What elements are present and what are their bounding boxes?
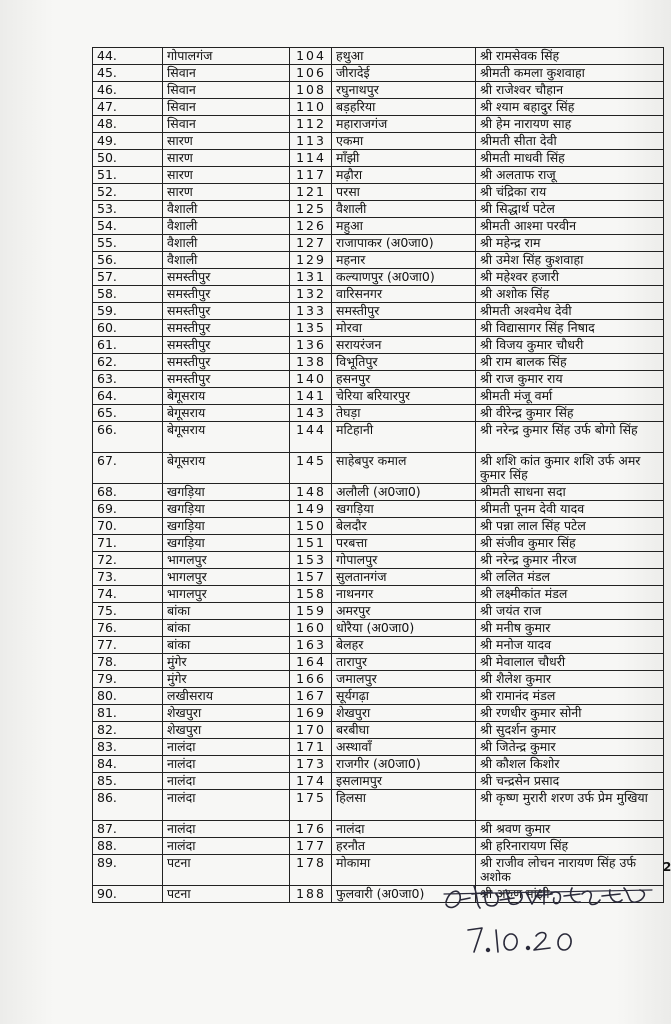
candidate-name-cell: श्रीमती अश्वमेध देवी — [476, 303, 664, 320]
serial-number-cell: 77. — [93, 637, 163, 654]
table-row — [93, 603, 664, 620]
table-row — [93, 654, 664, 671]
candidate-name-cell: श्री सुदर्शन कुमार — [476, 722, 664, 739]
serial-number-cell: 80. — [93, 688, 163, 705]
constituency-number-cell: 112 — [290, 116, 332, 133]
constituency-number-cell: 159 — [290, 603, 332, 620]
constituency-number-cell: 135 — [290, 320, 332, 337]
candidate-name-cell: श्री लक्ष्मीकांत मंडल — [476, 586, 664, 603]
serial-number-cell: 84. — [93, 756, 163, 773]
district-cell: सारण — [163, 167, 290, 184]
district-cell: वैशाली — [163, 235, 290, 252]
constituency-number-cell: 138 — [290, 354, 332, 371]
table-row — [93, 82, 664, 99]
district-cell: वैशाली — [163, 252, 290, 269]
district-cell: समस्तीपुर — [163, 303, 290, 320]
table-row — [93, 821, 664, 838]
table-row — [93, 354, 664, 371]
constituency-number-cell: 164 — [290, 654, 332, 671]
table-row — [93, 235, 664, 252]
constituency-number-cell: 133 — [290, 303, 332, 320]
district-cell: सिवान — [163, 82, 290, 99]
serial-number-cell: 67. — [93, 453, 163, 484]
candidate-name-cell: श्री विजय कुमार चौधरी — [476, 337, 664, 354]
candidate-name-cell: श्री अशोक सिंह — [476, 286, 664, 303]
serial-number-cell: 59. — [93, 303, 163, 320]
constituency-name-cell: कल्याणपुर (अ0जा0) — [332, 269, 476, 286]
constituency-name-cell: एकमा — [332, 133, 476, 150]
district-cell: मुंगेर — [163, 671, 290, 688]
constituency-name-cell: महाराजगंज — [332, 116, 476, 133]
candidate-name-cell: श्री विद्यासागर सिंह निषाद — [476, 320, 664, 337]
constituency-number-cell: 108 — [290, 82, 332, 99]
constituency-number-cell: 157 — [290, 569, 332, 586]
constituency-number-cell: 106 — [290, 65, 332, 82]
constituency-name-cell: अमरपुर — [332, 603, 476, 620]
candidate-name-cell: श्री रणधीर कुमार सोनी — [476, 705, 664, 722]
serial-number-cell: 50. — [93, 150, 163, 167]
candidate-name-cell: श्री संजीव कुमार सिंह — [476, 535, 664, 552]
candidate-name-cell: श्री उमेश सिंह कुशवाहा — [476, 252, 664, 269]
constituency-number-cell: 166 — [290, 671, 332, 688]
candidate-name-cell: श्रीमती कमला कुशवाहा — [476, 65, 664, 82]
constituency-number-cell: 126 — [290, 218, 332, 235]
constituency-name-cell: फुलवारी (अ0जा0) — [332, 886, 476, 903]
constituency-number-cell: 176 — [290, 821, 332, 838]
candidate-name-cell: श्री चन्द्रसेन प्रसाद — [476, 773, 664, 790]
district-cell: नालंदा — [163, 739, 290, 756]
constituency-number-cell: 167 — [290, 688, 332, 705]
district-cell: समस्तीपुर — [163, 320, 290, 337]
constituency-number-cell: 175 — [290, 790, 332, 821]
constituency-name-cell: सूर्यगढ़ा — [332, 688, 476, 705]
table-row — [93, 838, 664, 855]
district-cell: भागलपुर — [163, 586, 290, 603]
serial-number-cell: 46. — [93, 82, 163, 99]
table-row — [93, 620, 664, 637]
table-row — [93, 586, 664, 603]
constituency-name-cell: सुलतानगंज — [332, 569, 476, 586]
constituency-number-cell: 169 — [290, 705, 332, 722]
district-cell: नालंदा — [163, 773, 290, 790]
constituency-name-cell: साहेबपुर कमाल — [332, 453, 476, 484]
constituency-number-cell: 141 — [290, 388, 332, 405]
serial-number-cell: 55. — [93, 235, 163, 252]
district-cell: लखीसराय — [163, 688, 290, 705]
table-row — [93, 637, 664, 654]
serial-number-cell: 53. — [93, 201, 163, 218]
constituency-name-cell: गोपालपुर — [332, 552, 476, 569]
district-cell: बेगूसराय — [163, 453, 290, 484]
constituency-number-cell: 143 — [290, 405, 332, 422]
table-row — [93, 150, 664, 167]
table-row — [93, 405, 664, 422]
candidate-name-cell: श्री रामानंद मंडल — [476, 688, 664, 705]
candidate-name-cell: श्री श्रवण कुमार — [476, 821, 664, 838]
constituency-name-cell: जमालपुर — [332, 671, 476, 688]
district-cell: वैशाली — [163, 201, 290, 218]
constituency-name-cell: खगड़िया — [332, 501, 476, 518]
serial-number-cell: 44. — [93, 48, 163, 65]
candidate-name-cell: श्री अलताफ राजू — [476, 167, 664, 184]
serial-number-cell: 74. — [93, 586, 163, 603]
table-row — [93, 167, 664, 184]
candidate-name-cell: श्री पन्ना लाल सिंह पटेल — [476, 518, 664, 535]
constituency-name-cell: चेरिया बरियारपुर — [332, 388, 476, 405]
page-number: 2 — [663, 860, 671, 874]
constituency-name-cell: परसा — [332, 184, 476, 201]
constituency-name-cell: रघुनाथपुर — [332, 82, 476, 99]
constituency-number-cell: 104 — [290, 48, 332, 65]
serial-number-cell: 79. — [93, 671, 163, 688]
serial-number-cell: 48. — [93, 116, 163, 133]
constituency-name-cell: मटिहानी — [332, 422, 476, 453]
district-cell: सारण — [163, 150, 290, 167]
serial-number-cell: 47. — [93, 99, 163, 116]
district-cell: खगड़िया — [163, 518, 290, 535]
district-cell: शेखपुरा — [163, 705, 290, 722]
candidate-name-cell: श्री नरेन्द्र कुमार सिंह उर्फ बोगो सिंह — [476, 422, 664, 453]
constituency-number-cell: 151 — [290, 535, 332, 552]
candidate-name-cell: श्री कृष्ण मुरारी शरण उर्फ प्रेम मुखिया — [476, 790, 664, 821]
candidate-name-cell: श्री शशि कांत कुमार शशि उर्फ अमर कुमार सिंह — [476, 453, 664, 484]
constituency-name-cell: वैशाली — [332, 201, 476, 218]
serial-number-cell: 57. — [93, 269, 163, 286]
constituency-number-cell: 153 — [290, 552, 332, 569]
constituency-name-cell: मोकामा — [332, 855, 476, 886]
constituency-number-cell: 136 — [290, 337, 332, 354]
constituency-number-cell: 163 — [290, 637, 332, 654]
serial-number-cell: 65. — [93, 405, 163, 422]
candidate-name-cell: श्रीमती माधवी सिंह — [476, 150, 664, 167]
district-cell: बेगूसराय — [163, 388, 290, 405]
district-cell: गोपालगंज — [163, 48, 290, 65]
candidate-name-cell: श्री मेवालाल चौधरी — [476, 654, 664, 671]
candidate-name-cell: श्री वीरेन्द्र कुमार सिंह — [476, 405, 664, 422]
candidate-name-cell: श्री हेम नारायण साह — [476, 116, 664, 133]
constituency-number-cell: 177 — [290, 838, 332, 855]
district-cell: सारण — [163, 133, 290, 150]
district-cell: खगड़िया — [163, 535, 290, 552]
table-row — [93, 790, 664, 821]
serial-number-cell: 71. — [93, 535, 163, 552]
table-row — [93, 453, 664, 484]
constituency-number-cell: 188 — [290, 886, 332, 903]
table-row — [93, 484, 664, 501]
district-cell: बेगूसराय — [163, 422, 290, 453]
district-cell: नालंदा — [163, 790, 290, 821]
candidate-name-cell: श्री अरुण मांझी — [476, 886, 664, 903]
district-cell: भागलपुर — [163, 569, 290, 586]
serial-number-cell: 63. — [93, 371, 163, 388]
table-row — [93, 535, 664, 552]
table-row — [93, 739, 664, 756]
candidate-name-cell: श्री सिद्धार्थ पटेल — [476, 201, 664, 218]
constituency-number-cell: 150 — [290, 518, 332, 535]
candidate-name-cell: श्रीमती साधना सदा — [476, 484, 664, 501]
table-row — [93, 705, 664, 722]
table-row — [93, 371, 664, 388]
table-row — [93, 422, 664, 453]
candidate-name-cell: श्री हरिनारायण सिंह — [476, 838, 664, 855]
table-row — [93, 99, 664, 116]
constituency-name-cell: मोरवा — [332, 320, 476, 337]
district-cell: नालंदा — [163, 756, 290, 773]
constituency-name-cell: तेघड़ा — [332, 405, 476, 422]
table-row — [93, 773, 664, 790]
candidate-name-cell: श्री राजेश्वर चौहान — [476, 82, 664, 99]
district-cell: सारण — [163, 184, 290, 201]
serial-number-cell: 90. — [93, 886, 163, 903]
candidate-name-cell: श्री राजीव लोचन नारायण सिंह उर्फ अशोक — [476, 855, 664, 886]
district-cell: बांका — [163, 620, 290, 637]
constituency-number-cell: 114 — [290, 150, 332, 167]
serial-number-cell: 61. — [93, 337, 163, 354]
table-row — [93, 388, 664, 405]
table-row — [93, 184, 664, 201]
district-cell: बांका — [163, 637, 290, 654]
constituency-number-cell: 178 — [290, 855, 332, 886]
district-cell: पटना — [163, 886, 290, 903]
constituency-name-cell: विभूतिपुर — [332, 354, 476, 371]
table-row — [93, 552, 664, 569]
district-cell: सिवान — [163, 99, 290, 116]
candidate-name-cell: श्री मनोज यादव — [476, 637, 664, 654]
constituency-number-cell: 149 — [290, 501, 332, 518]
serial-number-cell: 73. — [93, 569, 163, 586]
serial-number-cell: 89. — [93, 855, 163, 886]
candidate-name-cell: श्री जयंत राज — [476, 603, 664, 620]
constituency-name-cell: अलौली (अ0जा0) — [332, 484, 476, 501]
serial-number-cell: 51. — [93, 167, 163, 184]
constituency-name-cell: बरबीघा — [332, 722, 476, 739]
constituency-name-cell: बेलहर — [332, 637, 476, 654]
constituency-name-cell: नालंदा — [332, 821, 476, 838]
district-cell: सिवान — [163, 65, 290, 82]
constituency-number-cell: 121 — [290, 184, 332, 201]
district-cell: समस्तीपुर — [163, 286, 290, 303]
constituency-name-cell: महुआ — [332, 218, 476, 235]
table-row — [93, 303, 664, 320]
serial-number-cell: 86. — [93, 790, 163, 821]
serial-number-cell: 76. — [93, 620, 163, 637]
table-row — [93, 48, 664, 65]
constituency-name-cell: हसनपुर — [332, 371, 476, 388]
candidate-name-cell: श्रीमती पूनम देवी यादव — [476, 501, 664, 518]
candidate-name-cell: श्री महेश्वर हजारी — [476, 269, 664, 286]
district-cell: समस्तीपुर — [163, 371, 290, 388]
district-cell: भागलपुर — [163, 552, 290, 569]
constituency-name-cell: परबत्ता — [332, 535, 476, 552]
constituency-name-cell: बेलदौर — [332, 518, 476, 535]
candidate-name-cell: श्री जितेन्द्र कुमार — [476, 739, 664, 756]
table-row — [93, 320, 664, 337]
constituency-number-cell: 125 — [290, 201, 332, 218]
district-cell: सिवान — [163, 116, 290, 133]
district-cell: खगड़िया — [163, 484, 290, 501]
constituency-name-cell: शेखपुरा — [332, 705, 476, 722]
constituency-name-cell: हरनौत — [332, 838, 476, 855]
constituency-number-cell: 127 — [290, 235, 332, 252]
table-row — [93, 286, 664, 303]
constituency-name-cell: बड़हरिया — [332, 99, 476, 116]
constituency-name-cell: राजगीर (अ0जा0) — [332, 756, 476, 773]
table-row — [93, 518, 664, 535]
serial-number-cell: 87. — [93, 821, 163, 838]
candidate-name-cell: श्री शैलेश कुमार — [476, 671, 664, 688]
constituency-number-cell: 132 — [290, 286, 332, 303]
constituency-number-cell: 145 — [290, 453, 332, 484]
constituency-number-cell: 160 — [290, 620, 332, 637]
constituency-name-cell: मढ़ौरा — [332, 167, 476, 184]
district-cell: खगड़िया — [163, 501, 290, 518]
serial-number-cell: 85. — [93, 773, 163, 790]
table-row — [93, 269, 664, 286]
constituency-number-cell: 173 — [290, 756, 332, 773]
district-cell: नालंदा — [163, 821, 290, 838]
table-row — [93, 65, 664, 82]
constituency-name-cell: हथुआ — [332, 48, 476, 65]
constituency-name-cell: माँझी — [332, 150, 476, 167]
constituency-number-cell: 110 — [290, 99, 332, 116]
table-row — [93, 569, 664, 586]
table-row — [93, 116, 664, 133]
table-row — [93, 133, 664, 150]
constituency-number-cell: 113 — [290, 133, 332, 150]
constituency-number-cell: 158 — [290, 586, 332, 603]
constituency-number-cell: 174 — [290, 773, 332, 790]
constituency-name-cell: समस्तीपुर — [332, 303, 476, 320]
candidate-name-cell: श्रीमती आश्मा परवीन — [476, 218, 664, 235]
serial-number-cell: 88. — [93, 838, 163, 855]
district-cell: समस्तीपुर — [163, 354, 290, 371]
candidate-name-cell: श्री श्याम बहादुर सिंह — [476, 99, 664, 116]
candidate-name-cell: श्री रामसेवक सिंह — [476, 48, 664, 65]
handwritten-signature — [440, 878, 670, 978]
district-cell: समस्तीपुर — [163, 269, 290, 286]
serial-number-cell: 75. — [93, 603, 163, 620]
candidate-name-cell: श्री नरेन्द्र कुमार नीरज — [476, 552, 664, 569]
candidate-name-cell: श्री मनीष कुमार — [476, 620, 664, 637]
constituency-number-cell: 148 — [290, 484, 332, 501]
serial-number-cell: 62. — [93, 354, 163, 371]
serial-number-cell: 83. — [93, 739, 163, 756]
candidate-name-cell: श्रीमती सीता देवी — [476, 133, 664, 150]
candidate-name-cell: श्रीमती मंजू वर्मा — [476, 388, 664, 405]
district-cell: मुंगेर — [163, 654, 290, 671]
constituency-number-cell: 131 — [290, 269, 332, 286]
serial-number-cell: 52. — [93, 184, 163, 201]
constituency-number-cell: 117 — [290, 167, 332, 184]
constituency-name-cell: इसलामपुर — [332, 773, 476, 790]
serial-number-cell: 66. — [93, 422, 163, 453]
candidate-name-cell: श्री राम बालक सिंह — [476, 354, 664, 371]
constituency-name-cell: जीरादेई — [332, 65, 476, 82]
table-row — [93, 671, 664, 688]
table-row — [93, 722, 664, 739]
serial-number-cell: 64. — [93, 388, 163, 405]
table-row — [93, 688, 664, 705]
table-row — [93, 337, 664, 354]
constituency-name-cell: महनार — [332, 252, 476, 269]
district-cell: शेखपुरा — [163, 722, 290, 739]
constituency-name-cell: तारापुर — [332, 654, 476, 671]
table-row — [93, 501, 664, 518]
constituency-number-cell: 170 — [290, 722, 332, 739]
constituency-number-cell: 171 — [290, 739, 332, 756]
serial-number-cell: 72. — [93, 552, 163, 569]
serial-number-cell: 58. — [93, 286, 163, 303]
serial-number-cell: 60. — [93, 320, 163, 337]
district-cell: समस्तीपुर — [163, 337, 290, 354]
serial-number-cell: 56. — [93, 252, 163, 269]
serial-number-cell: 49. — [93, 133, 163, 150]
table-body — [93, 48, 664, 903]
serial-number-cell: 69. — [93, 501, 163, 518]
candidate-table — [92, 47, 664, 903]
constituency-name-cell: सरायरंजन — [332, 337, 476, 354]
serial-number-cell: 54. — [93, 218, 163, 235]
table-row — [93, 218, 664, 235]
district-cell: नालंदा — [163, 838, 290, 855]
district-cell: बांका — [163, 603, 290, 620]
constituency-name-cell: धोरैया (अ0जा0) — [332, 620, 476, 637]
district-cell: पटना — [163, 855, 290, 886]
constituency-name-cell: नाथनगर — [332, 586, 476, 603]
candidate-name-cell: श्री राज कुमार राय — [476, 371, 664, 388]
constituency-name-cell: वारिसनगर — [332, 286, 476, 303]
constituency-number-cell: 144 — [290, 422, 332, 453]
serial-number-cell: 81. — [93, 705, 163, 722]
candidate-name-cell: श्री कौशल किशोर — [476, 756, 664, 773]
constituency-number-cell: 129 — [290, 252, 332, 269]
table-row — [93, 201, 664, 218]
constituency-name-cell: अस्थावाँ — [332, 739, 476, 756]
serial-number-cell: 68. — [93, 484, 163, 501]
table-row — [93, 756, 664, 773]
district-cell: वैशाली — [163, 218, 290, 235]
table-row — [93, 252, 664, 269]
serial-number-cell: 78. — [93, 654, 163, 671]
constituency-name-cell: राजापाकर (अ0जा0) — [332, 235, 476, 252]
candidate-name-cell: श्री महेन्द्र राम — [476, 235, 664, 252]
serial-number-cell: 70. — [93, 518, 163, 535]
serial-number-cell: 82. — [93, 722, 163, 739]
serial-number-cell: 45. — [93, 65, 163, 82]
candidate-name-cell: श्री ललित मंडल — [476, 569, 664, 586]
constituency-name-cell: हिलसा — [332, 790, 476, 821]
constituency-number-cell: 140 — [290, 371, 332, 388]
candidate-name-cell: श्री चंद्रिका राय — [476, 184, 664, 201]
district-cell: बेगूसराय — [163, 405, 290, 422]
